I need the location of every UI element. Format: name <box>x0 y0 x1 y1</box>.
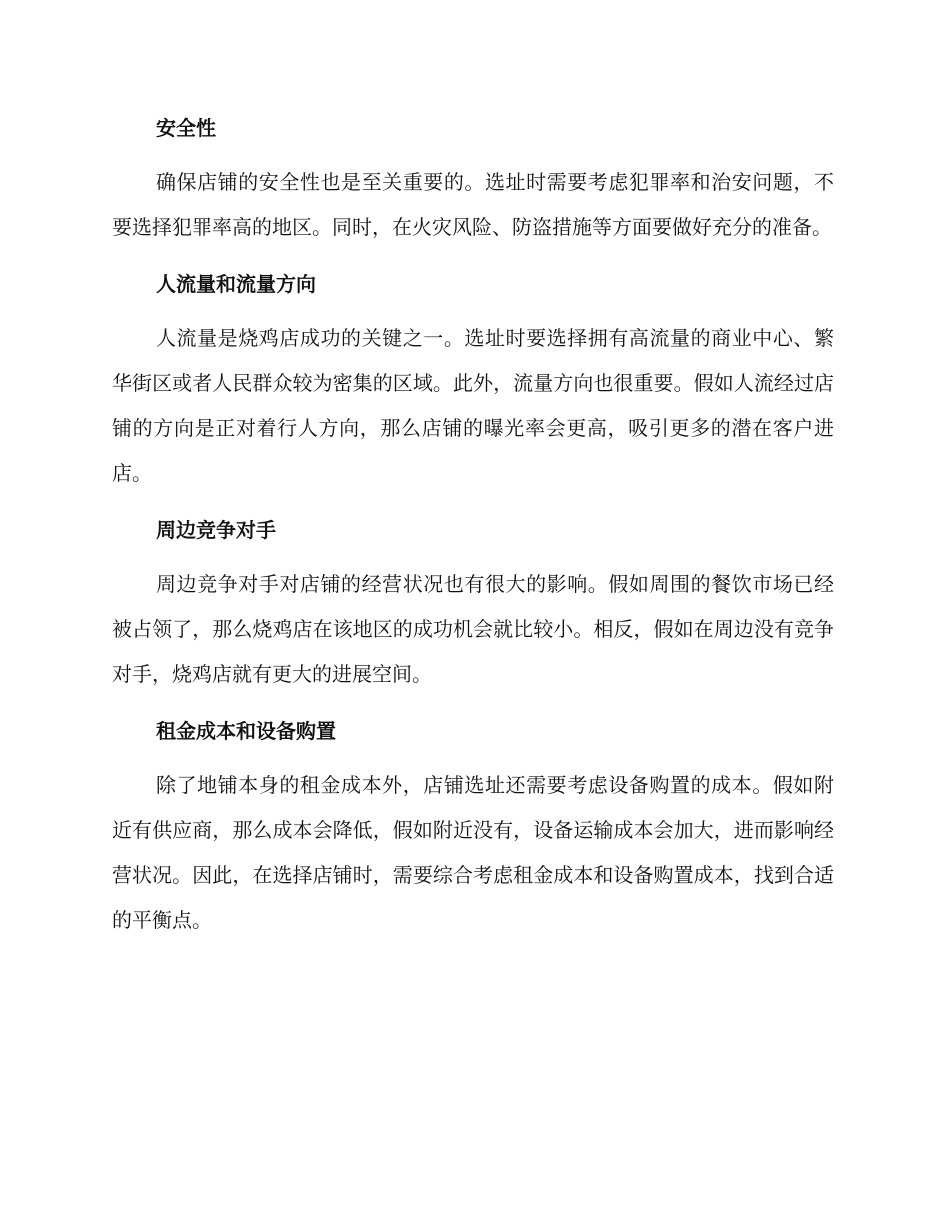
section-safety <box>112 108 834 250</box>
section-paragraph: 除了地铺本身的租金成本外，店铺选址还需要考虑设备购置的成本。假如附近有供应商，那么成本会降低，假如附近没有，设备运输成本会加大，进而影响经营状况。因此，在选择店铺时，需要综合考虑租金成本和设备购置成本，找到合适的平衡点。 <box>112 773 834 932</box>
section-heading: 人流量和流量方向 <box>156 272 316 296</box>
section-paragraph: 确保店铺的安全性也是至关重要的。选址时需要考虑犯罪率和治安问题，不要选择犯罪率高的地区。同时，在火灾风险、防盗措施等方面要做好充分的准备。 <box>112 170 834 239</box>
section-rent-equipment <box>112 711 834 943</box>
section-foot-traffic <box>112 264 834 496</box>
section-heading: 周边竞争对手 <box>156 518 276 542</box>
section-paragraph: 人流量是烧鸡店成功的关键之一。选址时要选择拥有高流量的商业中心、繁华街区或者人民群众较为密集的区域。此外，流量方向也很重要。假如人流经过店铺的方向是正对着行人方向，那么店铺的曝光率会更高，吸引更多的潜在客户进店。 <box>112 326 834 485</box>
section-heading: 租金成本和设备购置 <box>156 719 336 743</box>
section-paragraph: 周边竞争对手对店铺的经营状况也有很大的影响。假如周围的餐饮市场已经被占领了，那么烧鸡店在该地区的成功机会就比较小。相反，假如在周边没有竞争对手，烧鸡店就有更大的进展空间。 <box>112 572 834 686</box>
section-competitors <box>112 510 834 697</box>
document-body <box>112 108 834 957</box>
section-heading: 安全性 <box>156 116 216 140</box>
